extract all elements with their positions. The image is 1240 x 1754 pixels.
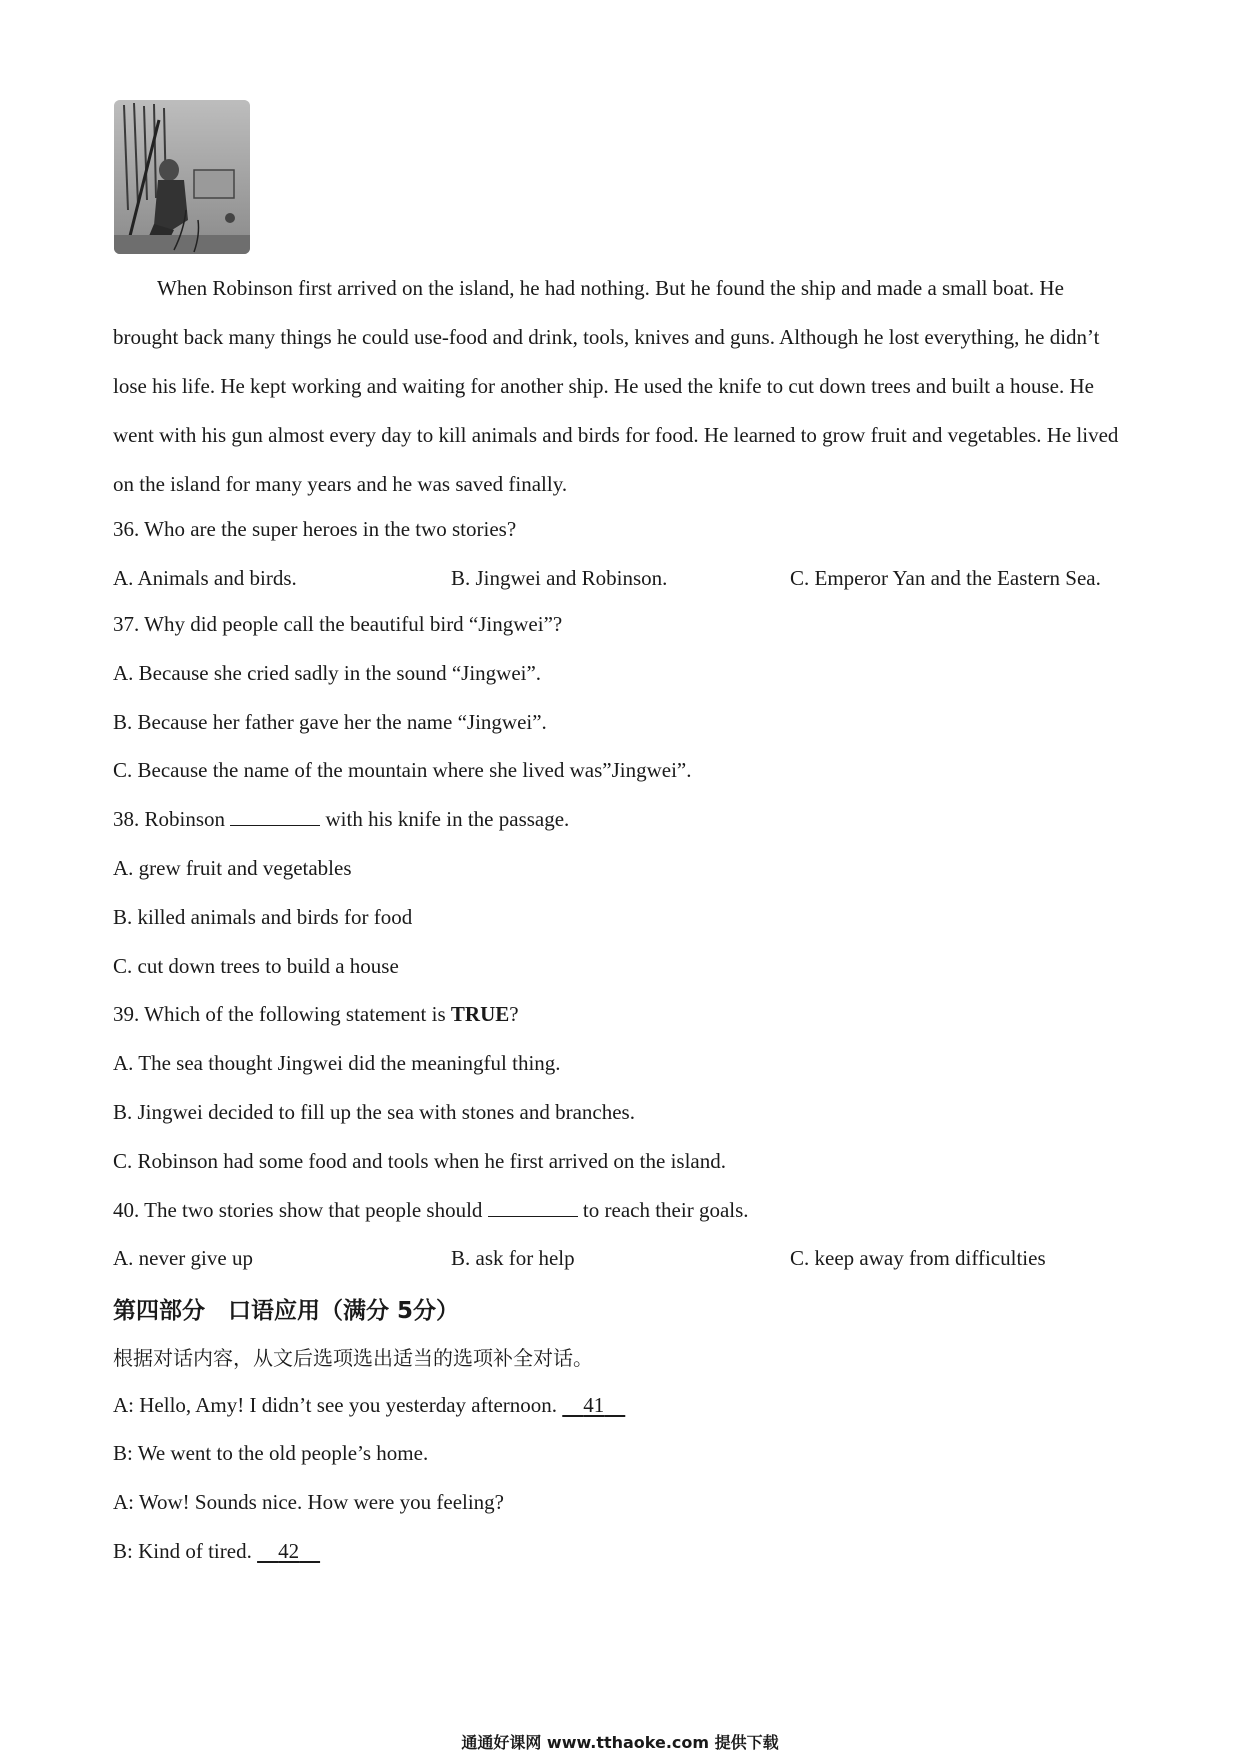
q40-option-b: B. ask for help <box>451 1246 575 1270</box>
q38-option-c: C. cut down trees to build a house <box>113 954 399 978</box>
dialogue-line-3: A: Wow! Sounds nice. How were you feeling? <box>113 1490 505 1514</box>
q38-text-pre: 38. Robinson <box>113 807 231 831</box>
q37-option-b: B. Because her father gave her the name “Jingwei”. <box>113 710 547 734</box>
q36-option-c: C. Emperor Yan and the Eastern Sea. <box>790 566 1101 590</box>
blank-42 <box>257 1539 320 1563</box>
section-4-title: 第四部分 口语应用（满分 5分） <box>113 1298 460 1324</box>
q40-text-post: to reach their goals. <box>577 1198 749 1222</box>
q38-answer-blank <box>230 807 320 826</box>
q40-option-a: A. never give up <box>113 1246 253 1270</box>
q38-text-post: with his knife in the passage. <box>320 807 570 831</box>
q36-option-b: B. Jingwei and Robinson. <box>451 566 668 590</box>
q36-option-a: A. Animals and birds. <box>113 566 297 590</box>
dialogue-line-4 <box>113 1538 320 1564</box>
dialogue-line-2: B: We went to the old people’s home. <box>113 1441 429 1465</box>
blank-41-number: 41 <box>583 1393 605 1417</box>
robinson-passage: When Robinson first arrived on the island, he had nothing. But he found the ship and made a small boat. He brought back many things he could use-food and drink, tools, knives and guns. Although he lost everything, he didn’t lose his life. He kept working and waiting for another ship. He used the knife to cut down trees and built a house. He went with his gun almost every day to kill animals and birds for food. He learned to grow fruit and vegetables. He lived on the island for many years and he was saved finally. <box>113 276 1119 496</box>
q39-option-a: A. The sea thought Jingwei did the meaningful thing. <box>113 1051 561 1075</box>
dialogue-line-4-text: B: Kind of tired. <box>113 1539 258 1563</box>
q37-option-a: A. Because she cried sadly in the sound “Jingwei”. <box>113 661 542 685</box>
question-36: 36. Who are the super heroes in the two stories? <box>113 517 517 541</box>
section-4-instruction: 根据对话内容，从文后选项选出适当的选项补全对话。 <box>113 1346 593 1370</box>
robinson-engraving-image <box>114 100 250 254</box>
q39-text-post: ? <box>509 1002 519 1026</box>
q40-option-c: C. keep away from difficulties <box>790 1246 1046 1270</box>
question-40 <box>113 1197 749 1223</box>
dialogue-line-1-text: A: Hello, Amy! I didn’t see you yesterday afternoon. <box>113 1393 563 1417</box>
q39-option-c: C. Robinson had some food and tools when he first arrived on the island. <box>113 1149 726 1173</box>
robinson-illustration <box>114 100 250 254</box>
q39-text-pre: 39. Which of the following statement is <box>113 1002 451 1026</box>
page-footer: 通通好课网 www.tthaoke.com 提供下载 <box>461 1733 779 1752</box>
q39-text-bold: TRUE <box>450 1002 510 1026</box>
q38-option-b: B. killed animals and birds for food <box>113 905 413 929</box>
q39-option-b: B. Jingwei decided to fill up the sea with stones and branches. <box>113 1100 635 1124</box>
q40-answer-blank <box>488 1198 578 1217</box>
blank-41 <box>562 1393 625 1417</box>
question-39 <box>113 1001 519 1027</box>
q37-option-c: C. Because the name of the mountain where she lived was”Jingwei”. <box>113 758 692 782</box>
blank-42-number: 42 <box>278 1539 300 1563</box>
question-37: 37. Why did people call the beautiful bird “Jingwei”? <box>113 612 563 636</box>
dialogue-line-1 <box>113 1392 625 1418</box>
q40-text-pre: 40. The two stories show that people should <box>113 1198 488 1222</box>
question-38 <box>113 806 569 832</box>
q38-option-a: A. grew fruit and vegetables <box>113 856 352 880</box>
